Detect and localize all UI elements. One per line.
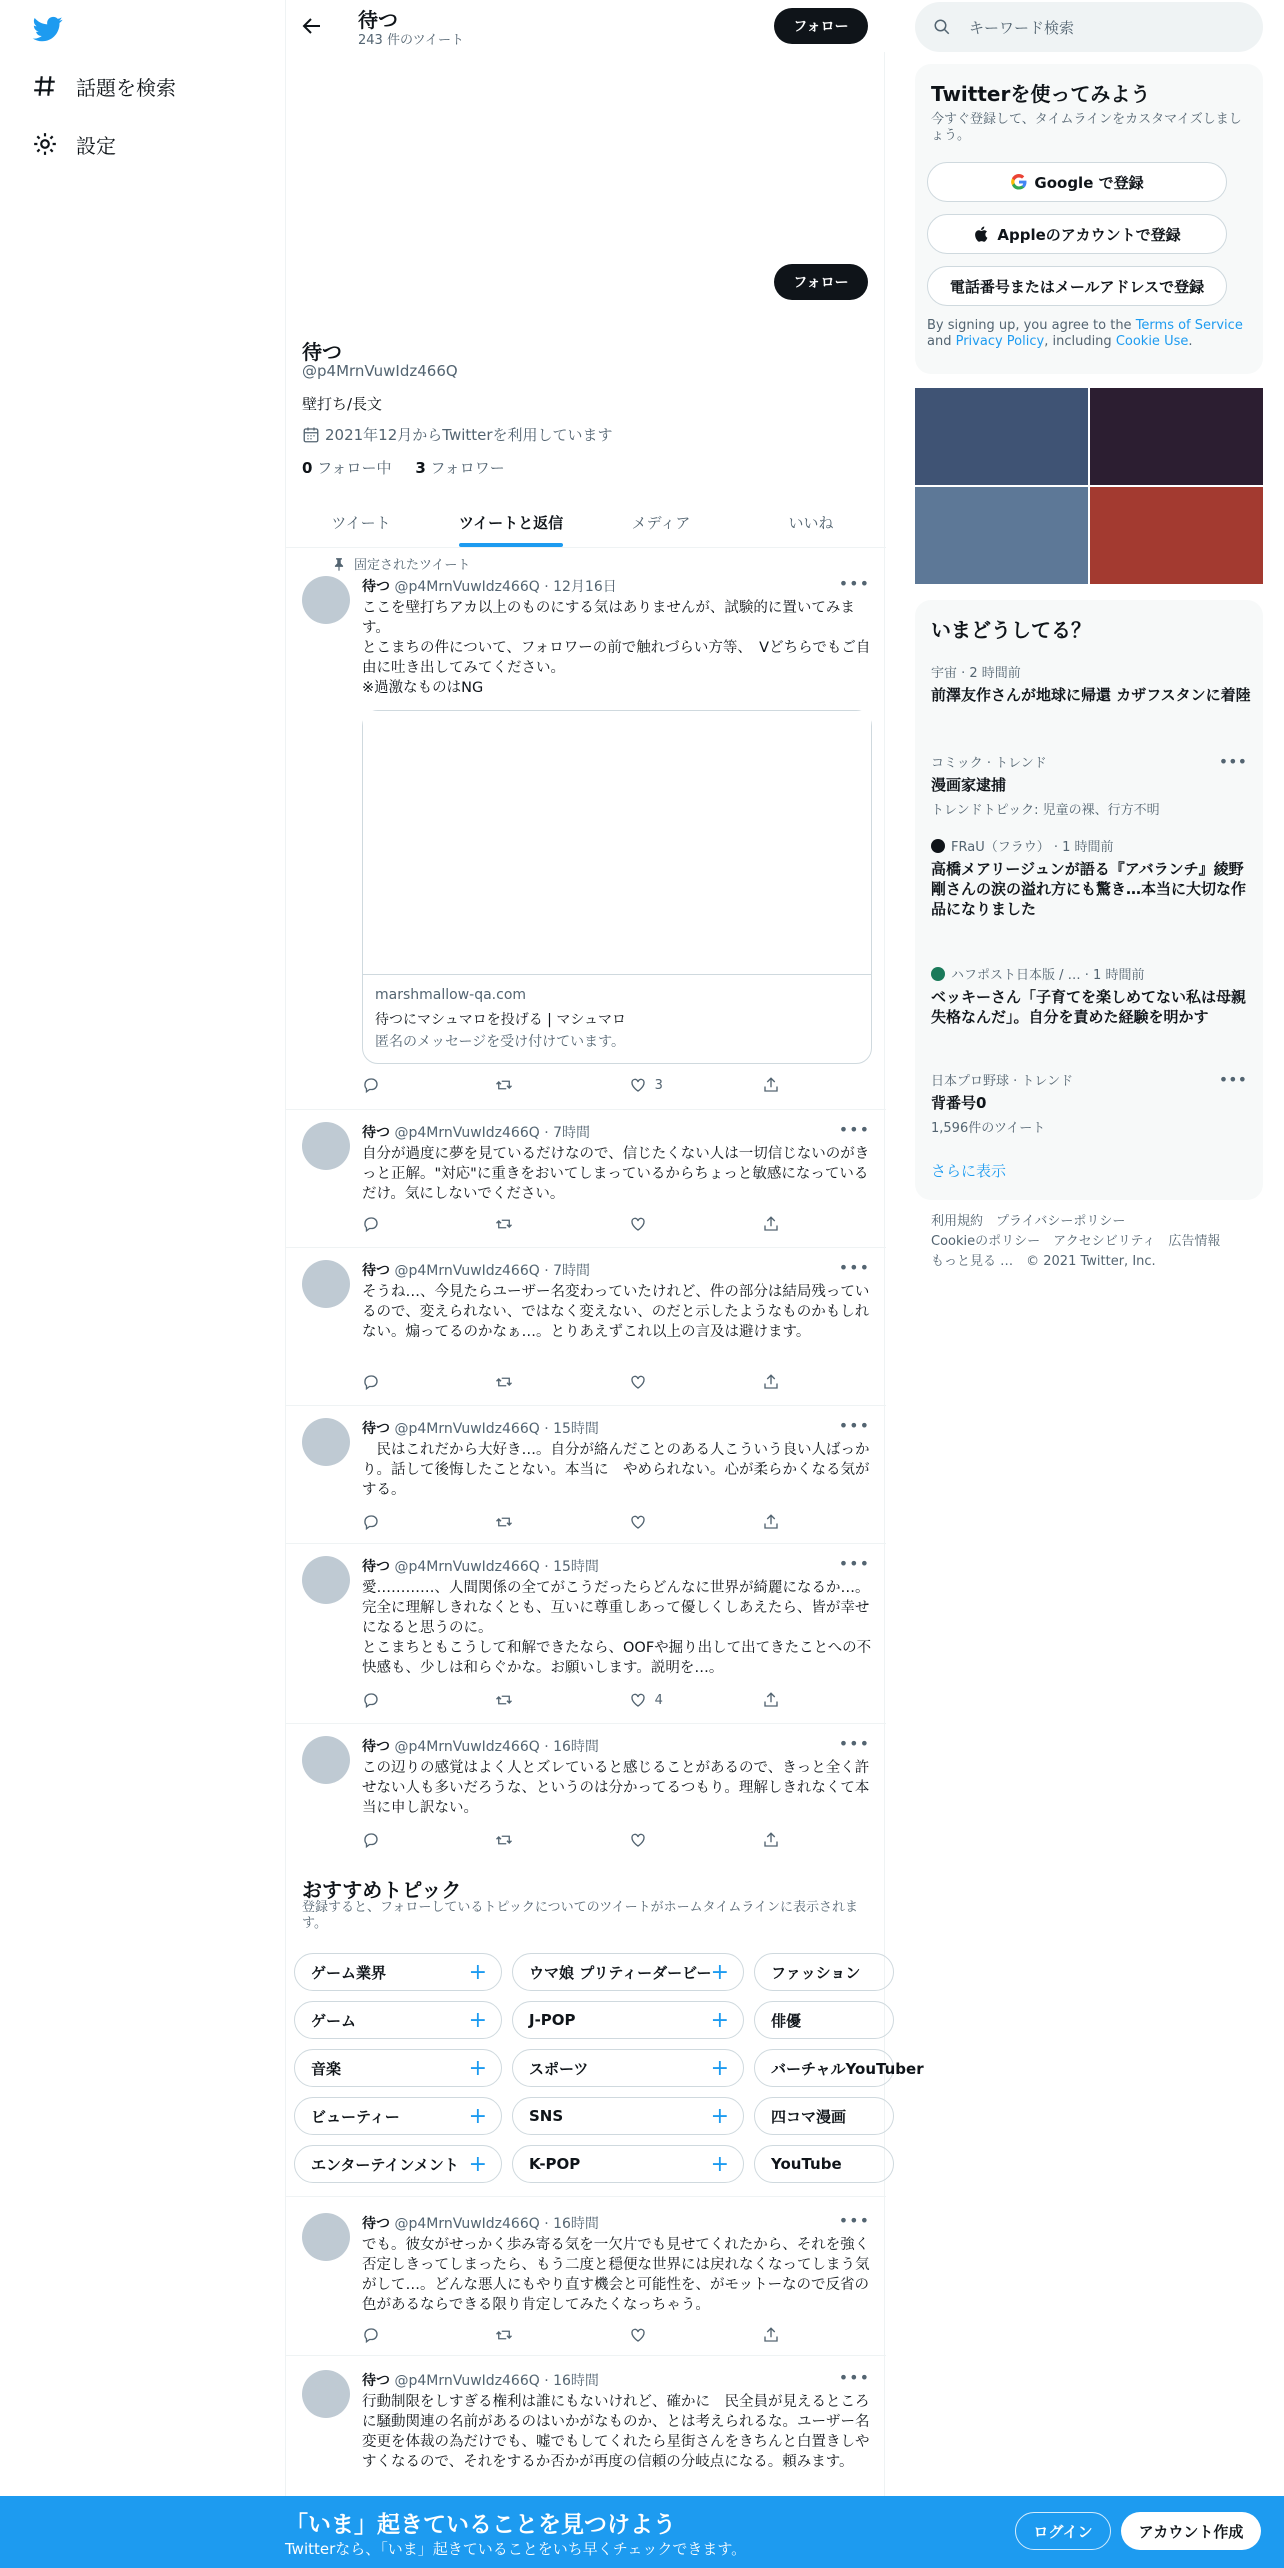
retweet-icon — [495, 1513, 513, 1531]
topic-chip-label: J-POP — [529, 2011, 576, 2029]
bottom-bar-title: 「いま」起きていることを見つけよう — [285, 2512, 676, 2538]
tweet[interactable] — [286, 548, 886, 1110]
retweet-button[interactable] — [495, 1372, 565, 1392]
share-icon — [762, 1831, 780, 1849]
signup-button[interactable]: アカウント作成 — [1121, 2512, 1261, 2550]
like-button[interactable] — [629, 1830, 699, 1850]
tweet-header — [362, 2370, 599, 2390]
tweet-author[interactable]: 待つ — [362, 1739, 390, 1755]
topic-chip-label: エンターテインメント — [311, 2155, 459, 2174]
card-domain: marshmallow-qa.com — [375, 987, 527, 1003]
topic-chip[interactable] — [512, 2145, 744, 2183]
topic-chip[interactable] — [512, 1953, 744, 1991]
topic-chip[interactable] — [754, 2097, 894, 2135]
card-description: 匿名のメッセージを受け付けています。 — [375, 1034, 626, 1050]
topic-chip[interactable] — [754, 2001, 894, 2039]
tweet[interactable] — [286, 1724, 886, 1862]
signup-subtitle: 今すぐ登録して、タイムラインをカスタマイズしましょう。 — [931, 112, 1242, 143]
topic-chip-label: ファッション — [771, 1963, 861, 1982]
profile-bio: 壁打ち/長文 — [302, 395, 383, 413]
topic-chip[interactable] — [754, 2145, 894, 2183]
nav-settings-label: 設定 — [76, 133, 116, 158]
show-more-link[interactable]: さらに表示 — [931, 1162, 1007, 1180]
reply-icon — [362, 1831, 380, 1849]
right-sidebar — [885, 0, 1284, 2568]
topic-chip-label: ビューティー — [311, 2107, 400, 2126]
reply-icon — [362, 1076, 380, 1094]
tweet-meta: @p4MrnVuwIdz466Q · 16時間 — [394, 2216, 599, 2232]
reply-icon — [362, 1691, 380, 1709]
profile-follow-button[interactable]: フォロー — [774, 264, 868, 300]
topic-chip-label: スポーツ — [529, 2059, 589, 2078]
tweet-actions — [362, 1830, 782, 1850]
trend-detail — [931, 799, 1251, 818]
share-icon — [762, 1076, 780, 1094]
like-button[interactable] — [629, 1214, 699, 1234]
tweet-actions — [362, 1512, 782, 1532]
card-title: 待つにマシュマロを投げる | マシュマロ — [375, 1012, 627, 1028]
reply-button[interactable] — [362, 1214, 432, 1234]
retweet-button[interactable] — [495, 1512, 565, 1532]
retweet-icon — [495, 1831, 513, 1849]
tweet-text: 自分が過度に夢を見ているだけなので、信じたくない人は一切信じないのがきっと正解。"対応"に重きをおいてしまっているからちょっと敏感になっているだけ。気にしないでください。 — [362, 1146, 870, 1202]
topic-chip-label: ウマ娘 プリティーダービー — [529, 1963, 712, 1982]
trend-item[interactable] — [931, 964, 1251, 1027]
tweet-text: でも。彼女がせっかく歩み寄る気を一欠片でも見せてくれたから、それを強く否定しきってしまったら、もう二度と穏便な世界には戻れなくなってしまう気がして…。どんな悪人にもやり直す機会と可能性を、がモットーなので反省の色があるならできる限り肯定してみたくなっちゃう。 — [362, 2237, 870, 2313]
tweet-header — [362, 576, 617, 596]
retweet-icon — [495, 2326, 513, 2344]
tweet-text: 行動制限をしすぎる権利は誰にもないけれど、確かに 民全員が見えるところに騒動関連の名前があるのはいかがなものか、とは考えられるな。ユーザー名変更を体裁の為だけでも、嘘でもしてくれたら星街さんをきちんと白置きしやすくなるので、それをするか否かが再度の信頼の分岐点になる。頼みます。 — [362, 2394, 870, 2470]
followers-count: 3 — [415, 459, 426, 477]
trend-name: ベッキーさん「子育てを楽しめてない私は母親失格なんだ」。自分を責めた経験を明かす — [931, 988, 1247, 1026]
tweet-actions — [362, 1690, 782, 1710]
avatar[interactable] — [302, 1122, 350, 1170]
tweet-header — [362, 1418, 599, 1438]
tweet-text: この辺りの感覚はよく人とズレていると感じることがあるので、きっと全く許せない人も多いだろうな、というのは分かってるつもり。理解しきれなくて本当に申し訳ない。 — [362, 1760, 870, 1816]
share-icon — [762, 1691, 780, 1709]
topic-chip[interactable] — [754, 2049, 924, 2087]
back-arrow-icon[interactable] — [300, 14, 324, 38]
more-icon[interactable]: ••• — [1218, 1070, 1247, 1089]
retweet-icon — [495, 1076, 513, 1094]
plus-icon: + — [710, 2152, 729, 2177]
trend-item[interactable] — [931, 1070, 1251, 1136]
trend-context: FRaU（フラウ） · 1 時間前 — [951, 840, 1114, 855]
topic-chip[interactable] — [294, 2049, 502, 2087]
trend-name: 背番号0 — [931, 1094, 987, 1112]
tweet-author[interactable]: 待つ — [362, 579, 390, 595]
more-icon[interactable]: ••• — [838, 1734, 870, 1753]
share-icon — [762, 1513, 780, 1531]
plus-icon: + — [710, 2008, 729, 2033]
header-follow-button[interactable]: フォロー — [774, 8, 868, 44]
topics-title: おすすめトピック — [302, 1878, 462, 1902]
reply-button[interactable] — [362, 1690, 432, 1710]
header-tweet-count: 243 件のツイート — [358, 33, 465, 48]
plus-icon: + — [468, 2152, 487, 2177]
followers-label: フォロワー — [430, 459, 505, 477]
login-prompt-bar — [0, 2496, 1284, 2568]
plus-icon: + — [468, 2104, 487, 2129]
tweet[interactable] — [286, 1544, 886, 1724]
trend-name: 高橋メアリージュンが語る『アバランチ』綾野剛さんの涙の溢れ方にも驚き…本当に大切な作品になりました — [931, 860, 1247, 918]
tab-likes[interactable]: いいね — [788, 514, 834, 532]
nav-explore-label: 話題を検索 — [76, 75, 176, 100]
trends-panel — [915, 600, 1263, 1200]
more-icon[interactable]: ••• — [838, 1416, 870, 1435]
plus-icon: + — [710, 1960, 729, 1985]
share-button[interactable] — [762, 2325, 782, 2345]
reply-button[interactable] — [362, 2325, 432, 2345]
tweet-actions — [362, 1372, 782, 1392]
tweet-text: ここを壁打ちアカ以上のものにする気はありませんが、試験的に置いてみます。 とこまちの件について、フォロワーの前で触れづらい方等、 Vどちらでもご自由に吐き出してみてください。 ※過激なものはNG — [362, 600, 871, 696]
media-mosaic[interactable] — [915, 388, 1263, 584]
trend-context: 宇宙 · 2 時間前 — [931, 666, 1021, 681]
search-input[interactable] — [915, 2, 1263, 52]
topics-subtitle: 登録すると、フォローしているトピックについてのツイートがホームタイムラインに表示されます。 — [302, 1900, 859, 1931]
retweet-button[interactable] — [495, 2325, 565, 2345]
avatar[interactable] — [302, 1736, 350, 1784]
tweet-author[interactable]: 待つ — [362, 2216, 390, 2232]
more-icon[interactable]: ••• — [838, 2368, 870, 2387]
reply-button[interactable] — [362, 1372, 432, 1392]
media-tile[interactable] — [915, 487, 1088, 584]
heart-icon — [629, 1513, 647, 1531]
profile-joined-text: 2021年12月からTwitterを利用しています — [325, 426, 613, 444]
topic-chip[interactable] — [294, 2145, 502, 2183]
topic-chip[interactable] — [512, 2097, 744, 2135]
card-image — [363, 711, 871, 975]
trend-detail-text: トレンドトピック: 児童の裸、行方不明 — [931, 803, 1160, 818]
plus-icon: + — [710, 2056, 729, 2081]
nav-explore[interactable] — [32, 66, 176, 106]
topic-chip-label: ゲーム — [311, 2011, 357, 2030]
reply-icon — [362, 1513, 380, 1531]
media-tile[interactable] — [915, 388, 1088, 485]
media-tile[interactable] — [1090, 388, 1263, 485]
tweet[interactable] — [286, 1406, 886, 1544]
topic-chip[interactable] — [294, 2001, 502, 2039]
share-icon — [762, 2326, 780, 2344]
trend-context-row — [931, 964, 1251, 983]
cookie-use-link[interactable]: Cookie Use — [1115, 334, 1189, 349]
avatar[interactable] — [302, 1418, 350, 1466]
left-navigation — [0, 0, 285, 2568]
tweet-text: そうね…、今見たらユーザー名変わっていたけれど、件の部分は結局残っているので、変えられない、ではなく変えない、のだと示したようなものかもしれない。煽ってるのかなぁ…。とりあえずこれ以上の言及は避けます。 — [362, 1284, 870, 1340]
apple-icon — [973, 225, 991, 243]
share-button[interactable] — [762, 1830, 782, 1850]
topic-chip-label: バーチャルYouTuber — [771, 2059, 924, 2078]
tweet-author[interactable]: 待つ — [362, 1559, 390, 1575]
topic-chip[interactable] — [754, 1953, 894, 1991]
retweet-icon — [495, 1373, 513, 1391]
footer-row-2[interactable]: Cookieのポリシー アクセシビリティ 広告情報 — [931, 1234, 1221, 1249]
share-button[interactable] — [762, 1512, 782, 1532]
like-button[interactable] — [629, 2325, 699, 2345]
bottom-bar-subtitle: Twitterなら、「いま」起きていることをいち早くチェックできます。 — [285, 2540, 747, 2558]
gear-icon — [32, 131, 58, 157]
like-count: 3 — [654, 1077, 663, 1093]
like-button[interactable] — [629, 1372, 699, 1392]
like-button[interactable] — [629, 1690, 699, 1710]
terms-of-service-link[interactable]: Terms of Service — [1135, 318, 1243, 333]
avatar[interactable] — [302, 2213, 350, 2261]
terms-text-4: . — [1188, 334, 1193, 349]
heart-icon — [629, 2326, 647, 2344]
profile-handle: @p4MrnVuwIdz466Q — [302, 362, 458, 380]
signup-terms — [927, 318, 1247, 350]
trends-title: いまどうしてる？ — [931, 618, 1091, 642]
media-tile[interactable] — [1090, 487, 1263, 584]
calendar-icon — [302, 426, 320, 444]
avatar[interactable] — [302, 2370, 350, 2418]
tweet-meta: @p4MrnVuwIdz466Q · 12月16日 — [394, 579, 617, 595]
tweet-header — [362, 2213, 599, 2233]
followers-link[interactable] — [415, 459, 504, 477]
profile-tabs — [286, 498, 886, 548]
tweet[interactable] — [286, 1110, 886, 1248]
profile-follow-stats — [302, 457, 505, 478]
tweet-author[interactable]: 待つ — [362, 1421, 390, 1437]
like-count: 4 — [654, 1692, 663, 1708]
trend-context: ハフポスト日本版 / … · 1 時間前 — [951, 968, 1145, 983]
google-icon — [1010, 173, 1028, 191]
more-icon[interactable]: ••• — [838, 1258, 870, 1277]
tweet[interactable] — [286, 2196, 886, 2356]
avatar[interactable] — [302, 576, 350, 624]
tweet-meta: @p4MrnVuwIdz466Q · 15時間 — [394, 1559, 599, 1575]
like-button[interactable] — [629, 1512, 699, 1532]
tweet-meta: @p4MrnVuwIdz466Q · 15時間 — [394, 1421, 599, 1437]
avatar[interactable] — [302, 1260, 350, 1308]
share-icon — [762, 1373, 780, 1391]
topic-chip-label: 四コマ漫画 — [771, 2107, 847, 2126]
topic-chip[interactable] — [294, 1953, 502, 1991]
tweet-meta: @p4MrnVuwIdz466Q · 16時間 — [394, 2373, 599, 2389]
heart-icon — [629, 1373, 647, 1391]
topic-chip-label: K-POP — [529, 2155, 581, 2173]
reply-icon — [362, 1373, 380, 1391]
reply-button[interactable] — [362, 1075, 432, 1095]
more-icon[interactable]: ••• — [1218, 752, 1247, 771]
tweet-header — [362, 1122, 590, 1142]
terms-text-1: By signing up, you agree to the — [927, 318, 1136, 333]
tab-tweets-and-replies[interactable]: ツイートと返信 — [436, 498, 586, 547]
tweet-meta: @p4MrnVuwIdz466Q · 7時間 — [394, 1125, 591, 1141]
frau-avatar — [931, 839, 945, 853]
reply-button[interactable] — [362, 1512, 432, 1532]
link-card[interactable] — [362, 710, 872, 1064]
plus-icon: + — [710, 2104, 729, 2129]
topic-chip-label: 俳優 — [771, 2011, 802, 2030]
tweet-actions — [362, 1214, 782, 1234]
profile-name: 待つ — [302, 340, 342, 364]
topic-chip-label: YouTube — [771, 2155, 842, 2173]
trend-detail: 1,596件のツイート — [931, 1121, 1046, 1136]
retweet-button[interactable] — [495, 1690, 565, 1710]
tweet-meta: @p4MrnVuwIdz466Q · 7時間 — [394, 1263, 591, 1279]
footer-row-1[interactable]: 利用規約 プライバシーポリシー — [931, 1214, 1126, 1229]
terms-text-2: and — [927, 334, 956, 349]
topic-chip[interactable] — [294, 2097, 502, 2135]
main-column — [285, 0, 924, 2568]
tab-tweets[interactable]: ツイート — [331, 514, 391, 532]
tweet-header — [362, 1556, 599, 1576]
more-icon[interactable]: ••• — [838, 574, 870, 593]
trend-name: 漫画家逮捕 — [931, 776, 1007, 794]
trend-name: 前澤友作さんが地球に帰還 カザフスタンに着陸 — [931, 686, 1251, 704]
search-placeholder: キーワード検索 — [969, 18, 1075, 37]
google-signup-label: Google で登録 — [1034, 173, 1144, 192]
login-button[interactable]: ログイン — [1015, 2512, 1111, 2550]
google-signup-button[interactable] — [927, 162, 1227, 202]
retweet-icon — [495, 1215, 513, 1233]
profile-header-bar — [286, 0, 886, 52]
share-button[interactable] — [762, 1372, 782, 1392]
more-icon[interactable]: ••• — [838, 1120, 870, 1139]
following-label: フォロー中 — [317, 459, 392, 477]
heart-icon — [629, 1076, 647, 1094]
trend-item[interactable] — [931, 836, 1251, 919]
following-count: 0 — [302, 459, 313, 477]
tweet-text: 愛…………、人間関係の全てがこうだったらどんなに世界が綺麗になるか…。完全に理解しきれなくとも、互いに尊重しあって優しくしあえたら、皆が幸せになると思うのに。 とこまちともこうして和解できたなら、OOFや掘り出して出てきたことへの不快感も、少しは和らぐかな。お願いします。説明を…。 — [362, 1580, 872, 1676]
tweet-meta: @p4MrnVuwIdz466Q · 16時間 — [394, 1739, 599, 1755]
tweet-header — [362, 1736, 599, 1756]
retweet-button[interactable] — [495, 1214, 565, 1234]
heart-icon — [629, 1691, 647, 1709]
tweet-author[interactable]: 待つ — [362, 2373, 390, 2389]
trend-context: 日本プロ野球 · トレンド — [931, 1074, 1074, 1089]
topic-chip-label: SNS — [529, 2107, 564, 2125]
tweet-header — [362, 1260, 590, 1280]
topic-chip-label: ゲーム業界 — [311, 1963, 387, 1982]
share-button[interactable] — [762, 1690, 782, 1710]
profile-joined — [302, 424, 613, 445]
privacy-policy-link[interactable]: Privacy Policy — [955, 334, 1045, 349]
hashtag-icon — [32, 73, 58, 99]
share-button[interactable] — [762, 1214, 782, 1234]
signup-title: Twitterを使ってみよう — [931, 82, 1151, 106]
trend-item[interactable] — [931, 662, 1251, 705]
footer-row-3[interactable]: もっと見る … © 2021 Twitter, Inc. — [931, 1254, 1156, 1269]
plus-icon: + — [468, 2056, 487, 2081]
topic-chip[interactable] — [512, 2001, 744, 2039]
twitter-logo-icon[interactable] — [32, 14, 64, 44]
reply-icon — [362, 1215, 380, 1233]
retweet-button[interactable] — [495, 1830, 565, 1850]
more-icon[interactable]: ••• — [838, 1554, 870, 1573]
trend-item[interactable] — [931, 752, 1251, 818]
reply-icon — [362, 2326, 380, 2344]
header-name: 待つ — [358, 8, 398, 32]
footer-links — [931, 1212, 1251, 1272]
signup-panel — [915, 64, 1263, 374]
phone-email-signup-button[interactable]: 電話番号またはメールアドレスで登録 — [927, 266, 1227, 306]
topic-chip[interactable] — [512, 2049, 744, 2087]
retweet-icon — [495, 1691, 513, 1709]
share-button[interactable] — [762, 1075, 782, 1095]
retweet-button[interactable] — [495, 1075, 565, 1095]
avatar[interactable] — [302, 1556, 350, 1604]
terms-text-3: , including — [1044, 334, 1116, 349]
tab-media[interactable]: メディア — [631, 514, 691, 532]
tweet-actions — [362, 2325, 782, 2345]
topic-chip-label: 音楽 — [311, 2059, 342, 2078]
plus-icon: + — [468, 1960, 487, 1985]
tweet[interactable] — [286, 1248, 886, 1406]
tweet-author[interactable]: 待つ — [362, 1263, 390, 1279]
apple-signup-button[interactable] — [927, 214, 1227, 254]
following-link[interactable] — [302, 459, 391, 477]
trend-context: コミック · トレンド — [931, 756, 1047, 771]
share-icon — [762, 1215, 780, 1233]
tweet-text: 民はこれだから大好き…。自分が絡んだことのある人こういう良い人ばっかり。話して後悔したことない。本当に やめられない。心が柔らかくなる気がする。 — [362, 1442, 870, 1498]
reply-button[interactable] — [362, 1830, 432, 1850]
heart-icon — [629, 1831, 647, 1849]
more-icon[interactable]: ••• — [838, 2211, 870, 2230]
trend-context-row — [931, 836, 1251, 855]
like-button[interactable] — [629, 1075, 699, 1095]
apple-signup-label: Appleのアカウントで登録 — [997, 225, 1181, 244]
huffpost-avatar — [931, 967, 945, 981]
tweet-actions — [362, 1075, 782, 1095]
pinned-label: 固定されたツイート — [354, 558, 471, 573]
plus-icon: + — [468, 2008, 487, 2033]
heart-icon — [629, 1215, 647, 1233]
tweet-author[interactable]: 待つ — [362, 1125, 390, 1141]
nav-settings[interactable] — [32, 124, 116, 164]
search-icon — [933, 18, 951, 36]
